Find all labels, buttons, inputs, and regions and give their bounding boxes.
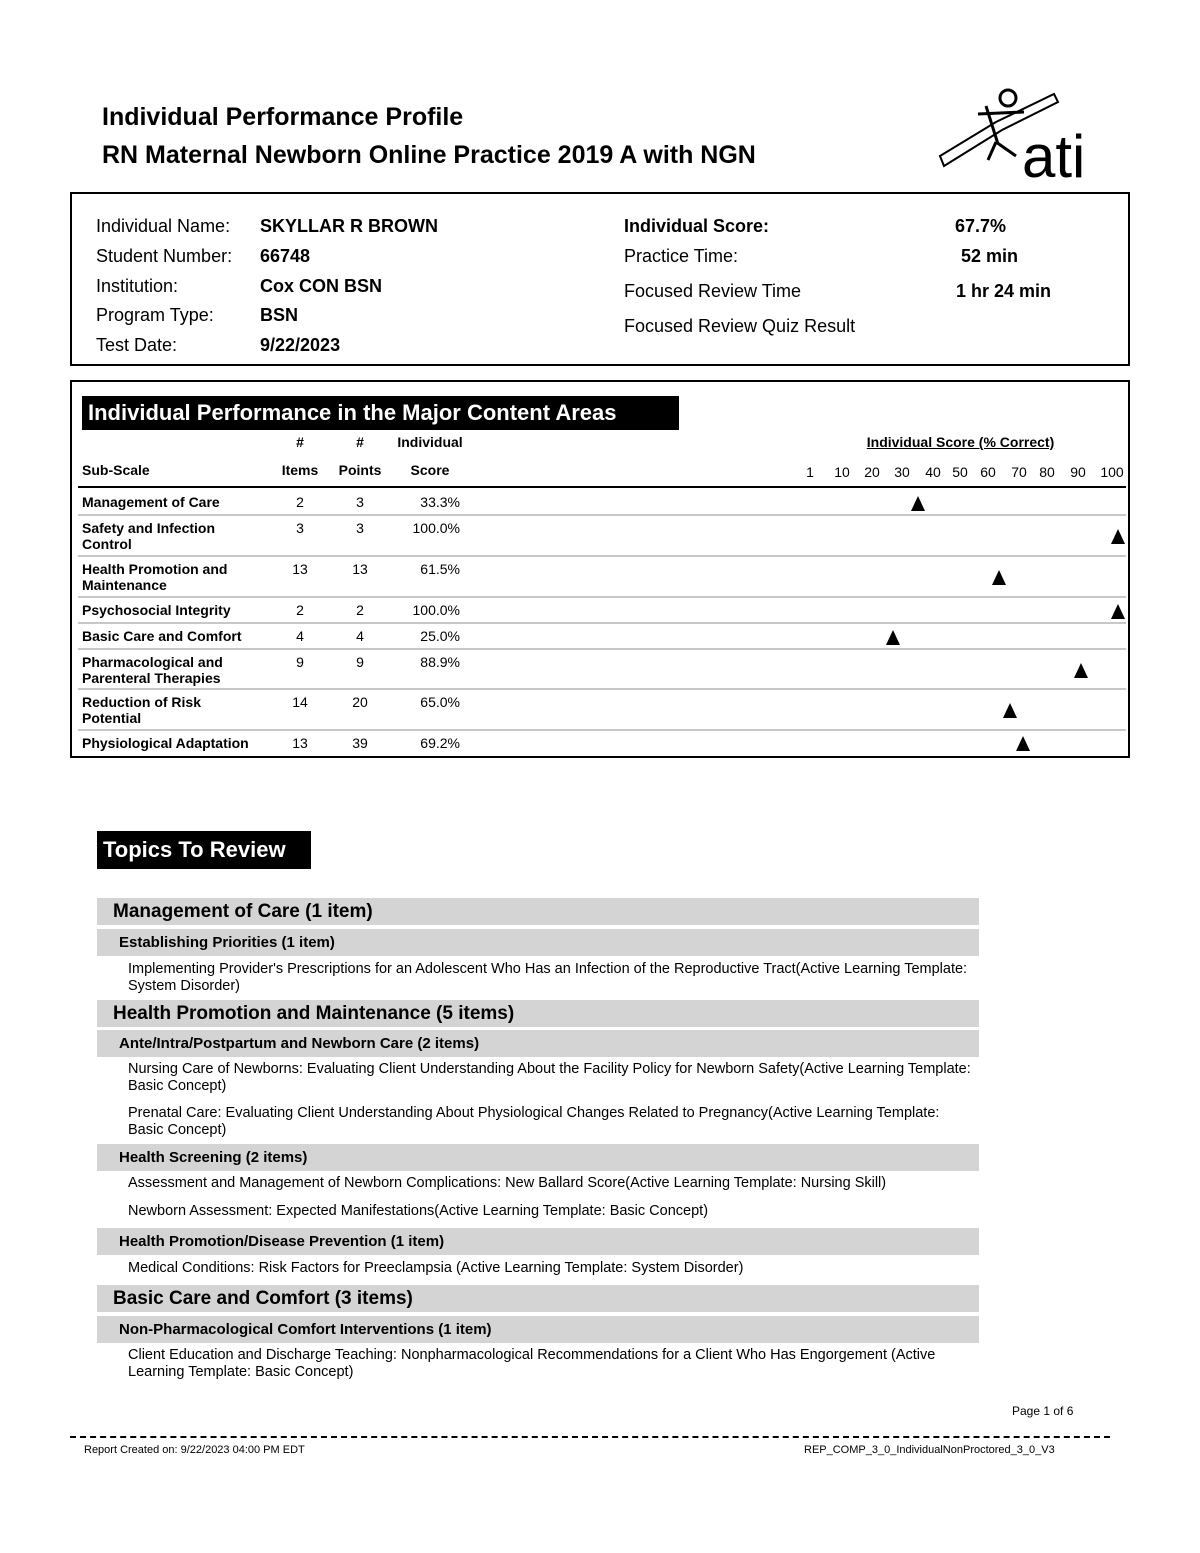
test-date-row <box>96 335 341 356</box>
topic-subcategory: Non-Pharmacological Comfort Interventions (1 item) <box>97 1316 979 1343</box>
quiz-result-row <box>624 316 855 337</box>
student-number-row <box>96 246 311 267</box>
institution-row <box>96 276 383 297</box>
subscale-header: Sub-Scale <box>82 462 150 478</box>
topic-item: Assessment and Management of Newborn Complications: New Ballard Score(Active Learning Template: Nursing Skill) <box>128 1175 887 1191</box>
score-row <box>624 216 1007 237</box>
header-divider <box>78 486 1126 488</box>
score-header: Score <box>410 462 450 478</box>
logo-text: ati <box>1022 123 1086 184</box>
score-percent: 100.0% <box>412 520 460 536</box>
page-number: Page 1 of 6 <box>1012 1404 1074 1418</box>
score-marker <box>911 496 925 511</box>
review-time-row <box>624 281 1052 302</box>
review-time-value: 1 hr 24 min <box>956 281 1052 301</box>
name-row <box>96 216 438 237</box>
topic-item: Medical Conditions: Risk Factors for Preeclampsia (Active Learning Template: System Disorder) <box>128 1260 744 1276</box>
axis-tick-label: 100 <box>1100 464 1124 480</box>
items-header: Items <box>281 462 319 478</box>
review-time-label: Focused Review Time <box>624 281 802 301</box>
axis-tick-label: 50 <box>952 464 968 480</box>
axis-tick-label: 30 <box>894 464 910 480</box>
score-marker <box>886 630 900 645</box>
subscale-row <box>78 516 1126 557</box>
score-header-top: Individual <box>397 434 463 450</box>
items-count: 9 <box>296 654 304 670</box>
subscale-name: Pharmacological and Parenteral Therapies <box>82 654 223 686</box>
score-axis-title: Individual Score (% Correct) <box>866 434 1055 450</box>
axis-tick-label: 10 <box>834 464 850 480</box>
points-count: 13 <box>352 561 368 577</box>
institution-label: Institution: <box>96 276 179 296</box>
score-marker <box>1111 529 1125 544</box>
topics-title: Topics To Review <box>97 831 311 869</box>
score-marker <box>1016 736 1030 751</box>
items-count: 3 <box>296 520 304 536</box>
subscale-name: Psychosocial Integrity <box>82 602 231 618</box>
footer-divider <box>70 1436 1110 1438</box>
score-label: Individual Score: <box>624 216 770 236</box>
content-areas-title: Individual Performance in the Major Content Areas <box>82 396 679 430</box>
topic-item: Implementing Provider's Prescriptions for an Adolescent Who Has an Infection of the Reproductive Tract(Active Learning Template: System Disorder) <box>128 961 968 994</box>
topic-category: Management of Care (1 item) <box>97 898 979 925</box>
axis-tick-label: 20 <box>864 464 880 480</box>
quiz-result-label: Focused Review Quiz Result <box>624 316 856 336</box>
content-areas-box <box>70 380 1130 758</box>
items-count: 2 <box>296 602 304 618</box>
axis-tick-label: 60 <box>980 464 996 480</box>
name-value: SKYLLAR R BROWN <box>260 216 438 236</box>
assessment-name: RN Maternal Newborn Online Practice 2019 A with NGN <box>102 141 756 169</box>
score-percent: 69.2% <box>420 735 460 751</box>
items-count: 14 <box>292 694 308 710</box>
report-code: REP_COMP_3_0_IndividualNonProctored_3_0_V3 <box>804 1444 1055 1456</box>
score-value: 67.7% <box>955 216 1007 236</box>
subscale-row <box>78 650 1126 690</box>
topic-item: Client Education and Discharge Teaching: Nonpharmacological Recommendations for a Client Who Has Engorgement (Active Learning Template: Basic Concept) <box>128 1347 936 1380</box>
program-label: Program Type: <box>96 305 214 325</box>
subscale-row <box>78 557 1126 598</box>
subscale-row <box>78 490 1126 516</box>
subscale-row <box>78 690 1126 731</box>
score-percent: 100.0% <box>412 602 460 618</box>
subscale-name: Basic Care and Comfort <box>82 628 242 644</box>
score-marker <box>1111 604 1125 619</box>
subscale-name: Management of Care <box>82 494 220 510</box>
topic-subcategory: Health Promotion/Disease Prevention (1 item) <box>97 1228 979 1255</box>
topic-item: Nursing Care of Newborns: Evaluating Client Understanding About the Facility Policy for Newborn Safety(Active Learning Template: Basic Concept) <box>128 1061 971 1094</box>
subscale-row <box>78 731 1126 755</box>
points-count: 9 <box>356 654 364 670</box>
topic-subcategory: Health Screening (2 items) <box>97 1144 979 1171</box>
items-count: 13 <box>292 735 308 751</box>
practice-time-row <box>624 246 1019 267</box>
report-title: Individual Performance Profile <box>102 103 464 131</box>
subscale-name: Physiological Adaptation <box>82 735 249 751</box>
axis-tick-label: 90 <box>1070 464 1086 480</box>
program-row <box>96 305 299 326</box>
score-marker <box>1003 703 1017 718</box>
topic-category: Health Promotion and Maintenance (5 items) <box>97 1000 979 1027</box>
items-header-top: # <box>296 434 304 450</box>
test-date-value: 9/22/2023 <box>260 335 341 355</box>
practice-time-label: Practice Time: <box>624 246 739 266</box>
student-number-label: Student Number: <box>96 246 233 266</box>
subscale-name: Reduction of Risk Potential <box>82 694 202 726</box>
items-count: 2 <box>296 494 304 510</box>
points-count: 39 <box>352 735 368 751</box>
topic-subcategory: Establishing Priorities (1 item) <box>97 929 979 956</box>
subscale-name: Safety and Infection Control <box>82 520 216 552</box>
topic-item: Prenatal Care: Evaluating Client Understanding About Physiological Changes Related to Pregnancy(Active Learning Template: Basic Concept) <box>128 1105 940 1138</box>
subscale-name: Health Promotion and Maintenance <box>82 561 228 593</box>
points-count: 20 <box>352 694 368 710</box>
axis-tick-label: 80 <box>1039 464 1055 480</box>
axis-tick-label: 70 <box>1011 464 1027 480</box>
score-percent: 25.0% <box>420 628 460 644</box>
points-count: 2 <box>356 602 364 618</box>
name-label: Individual Name: <box>96 216 231 236</box>
points-header-top: # <box>356 434 364 450</box>
practice-time-value: 52 min <box>961 246 1019 266</box>
test-date-label: Test Date: <box>96 335 178 355</box>
axis-tick-label: 40 <box>925 464 941 480</box>
student-number-value: 66748 <box>260 246 311 266</box>
items-count: 4 <box>296 628 304 644</box>
score-marker <box>992 570 1006 585</box>
score-marker <box>1074 663 1088 678</box>
student-info-box <box>70 192 1130 366</box>
program-value: BSN <box>260 305 299 325</box>
axis-tick-label: 1 <box>806 464 814 480</box>
topic-category: Basic Care and Comfort (3 items) <box>97 1285 979 1312</box>
topic-subcategory: Ante/Intra/Postpartum and Newborn Care (2 items) <box>97 1030 979 1057</box>
score-percent: 88.9% <box>420 654 460 670</box>
score-percent: 61.5% <box>420 561 460 577</box>
items-count: 13 <box>292 561 308 577</box>
points-count: 3 <box>356 494 364 510</box>
report-created: Report Created on: 9/22/2023 04:00 PM EDT <box>84 1444 305 1456</box>
subscale-row <box>78 598 1126 624</box>
score-percent: 33.3% <box>420 494 460 510</box>
subscale-row <box>78 624 1126 650</box>
points-header: Points <box>338 462 382 478</box>
topic-item: Newborn Assessment: Expected Manifestations(Active Learning Template: Basic Concept) <box>128 1203 709 1219</box>
points-count: 4 <box>356 628 364 644</box>
ati-logo <box>936 84 1106 184</box>
institution-value: Cox CON BSN <box>260 276 383 296</box>
points-count: 3 <box>356 520 364 536</box>
score-percent: 65.0% <box>420 694 460 710</box>
